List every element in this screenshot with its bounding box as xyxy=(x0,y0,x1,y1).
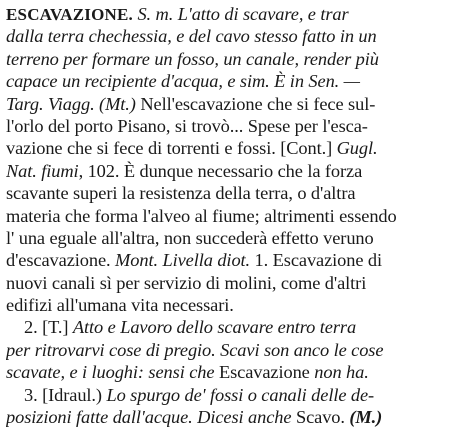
entry-line xyxy=(6,361,468,383)
entry-line xyxy=(6,70,468,92)
entry-line xyxy=(6,294,468,316)
entry-line xyxy=(6,339,468,361)
entry-line xyxy=(6,227,468,249)
citation-text: scavante superi la resistenza della terra, o d'altra xyxy=(6,183,356,204)
citation-text: nuovi canali sì per servizio di molini, come d'altri xyxy=(6,272,367,293)
headword: ESCAVAZIONE. xyxy=(6,5,133,24)
entry-line xyxy=(6,93,468,115)
citation-text: 1. Escavazione di xyxy=(250,250,383,271)
headword-reference: Escavazione xyxy=(218,362,315,383)
sense-number: 3. [Idraul.) xyxy=(24,384,107,405)
sense-number: 2. [T.] xyxy=(24,317,73,338)
citation-source: Nat. fiumi xyxy=(6,160,79,181)
citation-text: materia che forma l'alveo al fiume; altrimenti essendo xyxy=(6,205,397,226)
entry-line xyxy=(6,115,468,137)
entry-line xyxy=(6,137,468,159)
entry-line xyxy=(6,3,468,25)
entry-line xyxy=(6,384,468,406)
entry-line xyxy=(6,160,468,182)
entry-line xyxy=(6,25,468,47)
citation-text: Nell'escavazione che si fece sul- xyxy=(135,93,376,114)
sense-definition: Scavi son anco le cose xyxy=(215,339,384,360)
sense-definition: Atto e Lavoro dello scavare entro terra xyxy=(72,317,357,338)
source-marker: (M.) xyxy=(349,407,383,428)
sense-definition: scavate, e i luoghi: sensi che xyxy=(6,362,219,383)
citation-text: edifizi all'umana vita necessari. xyxy=(6,295,234,316)
citation-text: vazione che si fece di torrenti e fossi. [Cont.] xyxy=(6,138,337,159)
citation-source: Gugl. xyxy=(336,138,378,159)
sense-definition: per ritrovarvi cose di pregio. xyxy=(6,339,216,360)
citation-text: , 102. È dunque necessario che la forza xyxy=(78,160,363,181)
entry-line xyxy=(6,205,468,227)
citation-text: l'orlo del porto Pisano, si trovò... Spese per l'esca- xyxy=(6,115,368,136)
entry-line xyxy=(6,316,468,338)
citation-source: Targ. Viagg. (Mt.) xyxy=(6,93,136,114)
citation-source: Mont. Livella diot. xyxy=(115,250,251,271)
definition-text: capace un recipiente d'acqua, e sim. È in Sen. — xyxy=(6,71,360,92)
definition-text: dalla terra chechessia, e del cavo stesso fatto in un xyxy=(6,26,377,47)
entry-line xyxy=(6,249,468,271)
citation-text: d'escavazione. xyxy=(6,250,116,271)
entry-line xyxy=(6,272,468,294)
entry-line xyxy=(6,406,468,428)
entry-line xyxy=(6,182,468,204)
sense-definition: Lo spurgo de' fossi o canali delle de- xyxy=(106,384,375,405)
sense-definition: posizioni fatte dall'acque. Dicesi anche xyxy=(6,407,296,428)
definition-text: terreno per formare un fosso, un canale, render più xyxy=(6,48,379,69)
sense-definition: non ha. xyxy=(314,362,369,383)
citation-text: l' una eguale all'altra, non succederà effetto veruno xyxy=(6,227,374,248)
entry-line xyxy=(6,48,468,70)
synonym-reference: Scavo. xyxy=(295,407,350,428)
grammar-and-definition: S. m. L'atto di scavare, e trar xyxy=(132,4,349,24)
